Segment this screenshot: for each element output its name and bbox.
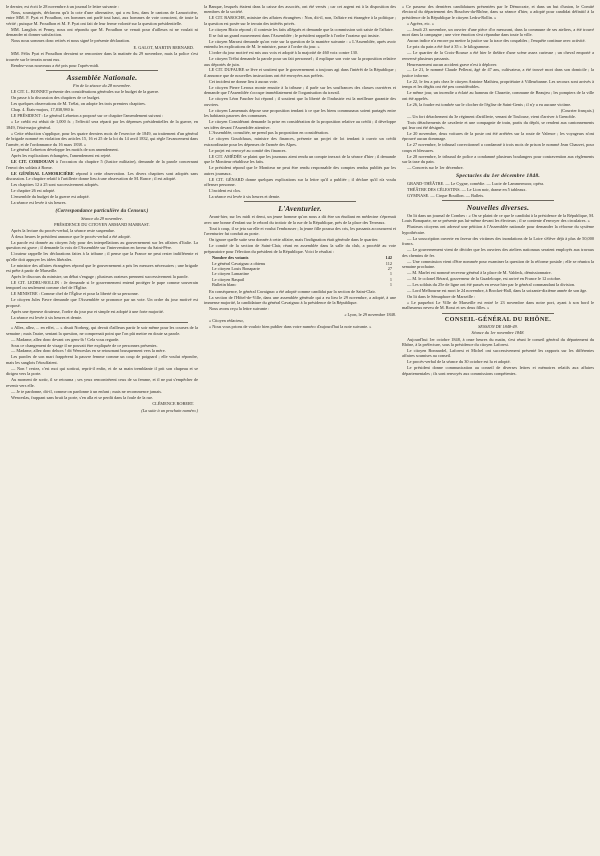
paragraph: la Banque, lesquels étaient dans la caisse des associés, ont été versés ; car cet argent est à la disposition des membres de la société. [204,4,396,15]
section-divider [244,201,356,202]
paragraph: Le citoyen Bonnardel, Laforest et Michel ont successivement présenté les rapports sur les différentes affaires soumises au conseil. [402,348,594,359]
paragraph: LE CIT. BAROCHE, ministre des affaires étrangères : Non, dit-il, non, l'affaire est étrangère à la politique ; la question est posée sur le terrain des intérêts privés. [204,15,396,26]
paragraph: GYMNASE. — Cirque Bouillon. — Ballets. [407,192,485,198]
paragraph: L'Assemblée, consultée, ne prend pas la proposition en considération. [209,130,329,136]
paragraph: La séance est levée à six heures et demie. [209,193,281,199]
paragraph: Le 20 novembre, deux voitures de la poste ont été arrêtées sur la route de Valence ; les voyageurs n'ont éprouvé aucun dommage. [402,130,594,142]
paragraph: La parole est donnée au citoyen Joly pour des interpellations au gouvernement sur les affaires d'Italie. La question est grave ; il demande la voix de l'Assemblée sur l'intervention en faveur du Saint-Père. [6,239,198,251]
paragraph: L'ensemble du budget de la guerre est adopté. [11,194,90,200]
section-divider [46,70,158,71]
paragraph: Le citoyen Goudchaux, ministre des finances, présente un projet de loi tendant à ouvrir un crédit extraordinaire pour les dépenses de l'armée des Alpes. [204,136,396,147]
paragraph: « Citoyen rédacteur, [209,318,244,324]
paragraph: — Concerts sur le 1er décembre. [407,165,464,171]
paragraph: LE CIT. L. BONNET présente des considérations générales sur le budget de la guerre. [11,89,160,95]
paragraph: Le même jour, un incendie a éclaté au hameau de Chazette, commune de Beaujeu ; les pompiers de la ville ont été appelés. [402,90,594,101]
paragraph: LE MINISTRE : Comme chef de l'Église et pour la liberté de sa personne. [11,291,139,297]
column-1 [6,4,198,852]
section-heading-nouvelles: Nouvelles diverses. [466,203,530,212]
paragraph: Le prix du pain a été fixé à 35 c. le kilogramme. [407,44,490,50]
paragraph-text: répond à cette observation. Les divers chapitres sont adoptés sans discussion. Le chapitre relatif à l'artillerie donne lieu à une observation de M. Rance ; il est adopté. [6,170,198,182]
section-subheading: Séance du 29 novembre. [81,215,123,221]
paragraph: Cet incident ne donne lieu à aucun vote. [209,78,278,84]
section-heading-assemblee: Assemblée Nationale. [66,72,138,82]
paragraph: Avant-hier, sur les midi et demi, un jeune homme qu'on nous a dit être un étudiant en médecine s'éprenait avec une bonne d'enfant sur le rebord du trottoir de la rue de la République, près de la place des Terreaux. [204,214,396,225]
paragraph: Le ministre des affaires étrangères répond que le gouvernement a pris les mesures nécessaires ; une brigade est prête à partir de Marseille. [6,262,198,274]
paragraph: — Le quartier de la Croix-Rousse a été hier le théâtre d'une scène assez curieuse ; un cheval emporté a renversé plusieurs passants. [402,50,594,61]
paragraph: — Jeudi 23 novembre, un ouvrier d'une pièce d'or mesurant, dans la commune de ses ateliers, a été trouvé mort dans la campagne ; une vive émotion s'est répandue dans toute la ville. [402,26,594,38]
paragraph: « Ce passeur des dernières candidatures présentées par le Démocrate, et dans un but d'union, le Comité électoral du département des Bouches-du-Rhône, dans sa séance d'hier, a adopté pour candidat définitif à la présidence de la République le citoyen Ledru-Rollin. » [402,4,594,20]
paragraph: (Courrier français.) [560,107,594,113]
section-divider [442,313,554,314]
paragraph: Le général Lebreton développe les motifs de son amendement. [11,147,119,153]
paragraph: MM. Félix Pyat et Proudhon devaient se rencontrer dans la matinée du 29 novembre, mais la police s'est trouvée sur le terrain avant eux. [6,51,198,62]
section-divider [442,200,554,201]
paragraph: En conséquence, le général Cavaignac a été adopté comme candidat par la section de Saint-Clair. [209,288,376,294]
paragraph: — Le gouvernement vient de décider que les ouvriers des ateliers nationaux seraient employés aux travaux des chemins de fer. [402,247,594,258]
section-heading-conseil: CONSEIL-GÉNÉRAL DU RHÔNE. [444,315,552,323]
paragraph: Le président donne communication au conseil de diverses lettres et mémoires relatifs aux affaires départementales ; ils sont renvoyés aux commissions compétentes. [402,365,594,376]
paragraph: Le 27 novembre, le tribunal correctionnel a condamné à trois mois de prison le nommé Jean Chauvet, pour coups et blessures. [402,142,594,153]
paragraph: Tout à coup, il se jeta sur elle et voulut l'embrasser ; la jeune fille poussa des cris, les passants accoururent et l'aventurier fut conduit au poste. [204,225,396,237]
paragraph: Les quelques observations de M. Trélat, on adopte les trois premiers chapitres. [11,101,146,107]
paragraph: Le citoyen Trélat demande la parole pour un fait personnel ; il explique son vote sur la proposition relative aux déportés de juin. [204,56,396,67]
paragraph: Il se fait un grand mouvement dans l'Assemblée ; le président rappelle à l'ordre l'orateur qui insiste. [209,32,380,38]
paragraph [6,159,198,170]
paragraph: — Le 21, le nommé Claude Pellerat, âgé de 47 ans, cultivateur, a été trouvé mort dans son domicile ; la justice informe. [402,67,594,78]
paragraph: Le citoyen Bixio répond ; il conteste les faits allégués et demande que la commission soit saisie de l'affaire. [209,26,394,32]
paragraph: Le citoyen Lamennais dépose une proposition tendant à ce que les biens communaux soient partagés entre les habitants pauvres des communes. [204,107,396,119]
section-heading-correspondance: (Correspondance particulière du Censeur.) [55,208,149,214]
vote-count: 1 [389,282,392,288]
paragraph: La section de l'Hôtel-de-Ville, dans une assemblée générale qui a eu lieu le 29 novembre, a adopté, à une immense majorité, la candidature du général Cavaignac à la présidence de la République. [204,294,396,306]
paragraph: — Un fort détachement du 3e régiment d'artillerie, venant de Toulouse, vient d'arriver à Grenoble. [407,113,576,119]
speaker-name: LE CIT. CORDOUAN [11,159,55,165]
vote-total-label: Nombre des votants [212,255,249,261]
paragraph: Le citoyen Considérant demande la prise en considération de la proposition relative au crédit ; il développe ses idées devant l'Assemblée attentive. [204,119,396,130]
paragraph: On passe à la discussion des chapitres de ce budget. [11,95,101,101]
vote-candidate: Le citoyen Louis Bonaparte [212,265,260,271]
paragraph: LE PRÉSIDENT : Le général Lebreton a proposé sur ce chapitre l'amendement suivant : [11,113,164,119]
paragraph: Après une épreuve douteuse, l'ordre du jour pur et simple est adopté à une forte majorité. [11,308,164,314]
lead-paragraph: le dernier, est écrit le 28 novembre à un journal le lettre suivante : [6,4,119,9]
paragraph: — Les soldats du 25e de ligne ont été passés en revue hier par le général commandant la division. [407,281,576,287]
vote-candidate: Le général Cavaignac a obtenu [212,260,266,266]
feuilleton-paragraph: — Madame, allez donc dehors ! dit Wenceslas en se retournant brusquement vers la mère. [11,348,166,354]
paragraph: Après les explications échangées, l'amendement est rejeté. [11,153,112,159]
paragraph: L'ordre du jour motivé est mis aux voix et adopté à la majorité de 460 voix contre 130. [209,50,358,56]
column-2 [204,4,396,852]
continuation-note: (La suite à un prochain numéro.) [141,407,198,413]
paragraph: Nous nous sommes donc retirés et nous signé le présente déclaration. [11,38,130,44]
paragraph: — Lord Melbourne est mort le 24 novembre, à Brocket-Hall, dans la soixante-dixième année de son âge. [407,287,588,293]
paragraph: MM. Langlois et Penny, nous ont répondu que M. Proudhon se venait pour d'ailleurs ni ne voulait ni demander ni donner satisfaction. [6,26,198,38]
paragraph: Le chapitre 26 est adopté. [11,188,56,194]
paragraph: LE CIT. LEDRU-ROLLIN : Je demande si le gouvernement entend protéger le pape comme souverain temporel ou seulement comme chef de l'Église. [6,279,198,291]
paragraph: LE CIT. GÉNARD donne quelques explications sur la lettre qu'il a publiée ; il déclare qu'il n'a voulu offenser personne. [204,176,396,188]
section-heading-spectacles: Spectacles du 1er décembre 1848. [456,172,540,179]
feuilleton-paragraph: « Allez, allez, ... en effet, ... » disait Norberg, qui devait d'ailleurs partir le soir même pour les courses de la semaine ; mais l'autre, sentant la question, ne comprenait point que l'on pût mettre en doute sa parole. [6,325,198,336]
paragraph: Le citoyen Pierre Leroux monte ensuite à la tribune ; il parle sur les souffrances des classes ouvrières et demande que l'Assemblée s'occupe immédiatement de l'organisation du travail. [204,84,396,96]
paragraph: « Le crédit est réduit de 1,000 fr. ; l'effectif sera réparti par les dépenses présidentielles de la guerre, en 1849, l'état-major général. [6,119,198,130]
paragraph: Chap. 4. États-majors, 17,838,980 fr. [11,107,75,113]
section-subheading: Séance du 1er novembre 1848. [471,330,525,336]
feuilleton-paragraph: Les paroles de son mari frappèrent la pauvre femme comme un coup de poignard ; elle voulut répondre, mais les sanglots l'étouffaient. [6,354,198,365]
vote-candidate: Bulletin blanc [212,282,237,288]
paragraph: Aujourd'hui 1er octobre 1848, à onze heures du matin, s'est réuni le conseil général du département du Rhône, à la préfecture, sous la présidence du citoyen Laforest. [402,336,594,348]
author-signature: CLÉMENCE ROBERT. [152,401,194,407]
section-subheading: Fin de la séance du 28 novembre. [73,82,131,88]
paragraph: Trois détachements de cavalerie et une compagnie de train, partis du dépôt, se rendent aux cantonnements qui leur ont été désignés. [402,119,594,131]
vote-count: 27 [387,265,392,271]
paragraph: Le citoyen Léon Faucher lui répond ; il soutient que la liberté de l'industrie est la meilleure garantie des ouvriers. [204,96,396,107]
speaker-name: LE GÉNÉRAL LAMORICIÈRE [11,170,74,176]
vote-candidate: Le citoyen Raspail [212,276,245,282]
feuilleton-divider [16,322,188,323]
paragraph: Nous avons reçu la lettre suivante : [209,306,270,312]
paragraph: LE CIT. DUFAURE se lève et soutient que le gouvernement a toujours agi dans l'intérêt de la République ; il annonce que de nouvelles instructions ont été envoyées aux préfets. [204,67,396,78]
paragraph: Le 26, la foudre est tombée sur le clocher de l'église de Saint-Genis ; il n'y a eu aucune victime. [407,101,572,107]
vote-candidate: Le citoyen Lamartine [212,271,249,277]
column-3 [402,4,594,852]
vote-count: 1 [389,276,392,282]
paragraph: — La souscription ouverte en faveur des victimes des inondations de la Loire s'élève déjà à plus de 50,000 francs. [402,235,594,247]
paragraph: Les chapitres 12 à 25 sont successivement adoptés. [11,182,99,188]
signature: E. GALOT, MARTIN BERNARD. [133,44,194,50]
paragraph: LE CIT. AMÉDÉE se plaint que les journaux aient rendu un compte inexact de la séance d'hier ; il demande que le Moniteur rétablisse les faits. [204,153,396,165]
paragraph: « Cette réduction s'applique, pour les quatre derniers mois de l'exercice de 1849, au traitement d'un général de brigade nommé en violation des articles 15, 16 et 25 de la loi du 14 avril 1832, qui règle l'avancement dans l'armée, et de l'ordonnance du 16 mars 1838. » [6,130,198,147]
paragraph: GRAND-THÉÂTRE. — Le Cygne, comédie. — Lucie de Lammermoor, opéra. [407,180,545,186]
paragraph: PRÉSIDENCE DU CITOYEN ARMAND MARRAST. [54,221,150,227]
paragraph: On ignore quelle suite sera donnée à cette affaire, mais l'indignation était générale dans le quartier. [209,237,379,243]
paragraph: On lit dans le Sémaphore de Marseille : [407,293,476,299]
paragraph: — M. le colonel Bérard, gouverneur de la Guadeloupe, est arrivé en France le 12 octobre. [407,275,562,281]
vote-total-value: 142 [385,255,392,261]
paragraph: Le 28 novembre, le tribunal de police a condamné plusieurs boulangers pour contravention aux règlements sur la taxe du pain. [402,153,594,165]
vote-results [212,255,392,288]
section-subheading: SESSION DE 1848-49. [478,323,518,329]
paragraph: Après le discours du ministre, un débat s'engage ; plusieurs orateurs prennent successivement la parole. [11,274,189,280]
paragraph: « Lyon, le 29 novembre 1848. [344,312,396,318]
paragraph: Le projet est renvoyé au comité des finances. [209,147,287,153]
paragraph: La séance est levée à six heures. [11,200,67,206]
paragraph-text: à l'occasion du chapitre 5 (Justice militaire), demande de la parole concernant l'envoi des soldats à Rome. [6,159,198,170]
paragraph: Rendez-vous nouveaux a été pris pour l'après-midi. [11,62,100,68]
feuilleton-paragraph: Au moment de sortir, il se retourna ; ses yeux rencontrèrent ceux de sa femme, et il ne put s'empêcher de revenir vers elle. [6,377,198,388]
paragraph: « Agréez, etc. » [407,20,434,26]
paragraph: Nous, soussignés, déclarons qu'à la cote d'une alternative, qui a eu lieu, dans le cantons de Lamoricière, entre MM. F. Pyat et Proudhon, ces hommes ont parlé tout haut, aux hommes de vote conscient, de toute la vérité ; puisque M. Proudhon et M. F. Pyat ont fait de leur ferme volonté sur la question présidentielle. [6,9,198,26]
paragraph: Le président répond que le Moniteur ne peut être rendu responsable des comptes rendus publiés par les autres journaux. [204,165,396,176]
paragraph: L'incident est clos. [209,188,242,193]
paragraph: Plusieurs citoyens ont adressé une pétition à l'Assemblée nationale pour demander la réforme du système hypothécaire. [402,224,594,235]
paragraph: Aucun indice n'a encore pu mettre la justice sur la trace des coupables ; l'enquête continue avec activité. [407,38,586,44]
paragraph: Heureusement aucun accident grave n'est à déplorer. [407,61,498,67]
feuilleton-paragraph: — Je te pardonne, dit-il, comme on pardonne à un enfant ; mais ne recommence jamais. [11,388,163,394]
paragraph: L'orateur rappelle les déclarations faites à la tribune ; il pense que la France ne peut rester indifférente et qu'elle doit appuyer les idées libérales. [6,251,198,262]
paragraph: THÉÂTRE DES CÉLESTINS. — Le Lion noir, drame en 5 tableaux. [407,186,527,192]
feuilleton-paragraph: Sous ce changement de visage il ne pouvait être expliquée de ce personnes présentes. [11,342,158,348]
paragraph: « Nous vous prions de vouloir bien publier dans votre numéro d'aujourd'hui la note suivante. » [209,324,372,330]
feuilleton-paragraph: — Madame, allez donc devant ces gens-là ! Cela vous regarde. [11,336,120,342]
paragraph: Après la lecture du procès-verbal, la séance reste suspendue. [11,227,116,233]
paragraph: Le 22, le feu a pris chez le citoyen Antoine Mathieu, propriétaire à Villeurbanne. Les secours sont arrivés à temps et les dégâts ont été peu considérables. [402,78,594,90]
paragraph: — M. Marlet est nommé receveur général à la place de M. Valdeck, démissionnaire. [407,270,552,276]
paragraph [6,171,198,182]
paragraph: On lit dans un journal de Combes : « On se plaint de ce que le candidat à la présidence de la République, M. Louis Bonaparte, ne se présente pas lui-même devant les électeurs ; il se contente d'envoyer des circulaires. » [402,213,594,224]
paragraph: — Une commission vient d'être nommée pour examiner la question de la réforme postale ; elle se réunira la semaine prochaine. [402,258,594,270]
paragraph: « Le paquebot Le Ville de Marseille est entré le 23 novembre dans notre port, ayant à son bord le malheureux neveu de M. Rossi et ses deux filles. » [402,299,594,311]
feuilleton-paragraph: — Non ! restez, c'est moi qui sortirai, reprit-il enfin, et de sa main tremblante il prit son chapeau et se dirigea vers la porte. [6,365,198,377]
section-heading-aventurier: L'Aventurier. [278,204,322,214]
vote-count: 112 [385,260,392,266]
vote-row [212,282,392,287]
paragraph: La séance est levée à six heures et demie. [11,314,83,320]
paragraph: À deux heures le président annonce que le procès-verbal a été adopté. [11,233,131,239]
vote-count: 1 [389,271,392,277]
paragraph: Le procès-verbal de la séance du 30 octobre est lu et adopté. [407,359,511,365]
paragraph: Le citoyen Jules Favre demande que l'Assemblée se prononce par un vote. Un ordre du jour motivé est proposé. [6,297,198,308]
paragraph: Le citoyen Marrast demande qu'on vote sur la question de la manière suivante : « L'Assemblée, après avoir entendu les explications de M. le ministre, passe à l'ordre du jour. » [204,38,396,50]
feuilleton-paragraph: Wenceslas, frappant sans bruit la porte, s'en alla et se perdit dans la foule de la rue. [11,394,154,400]
paragraph: Le comité de la section de Saint-Clair, réuni en assemblée dans la salle du club, a procédé au vote préparatoire pour l'élection du président de la République. Voici le résultat : [204,243,396,254]
